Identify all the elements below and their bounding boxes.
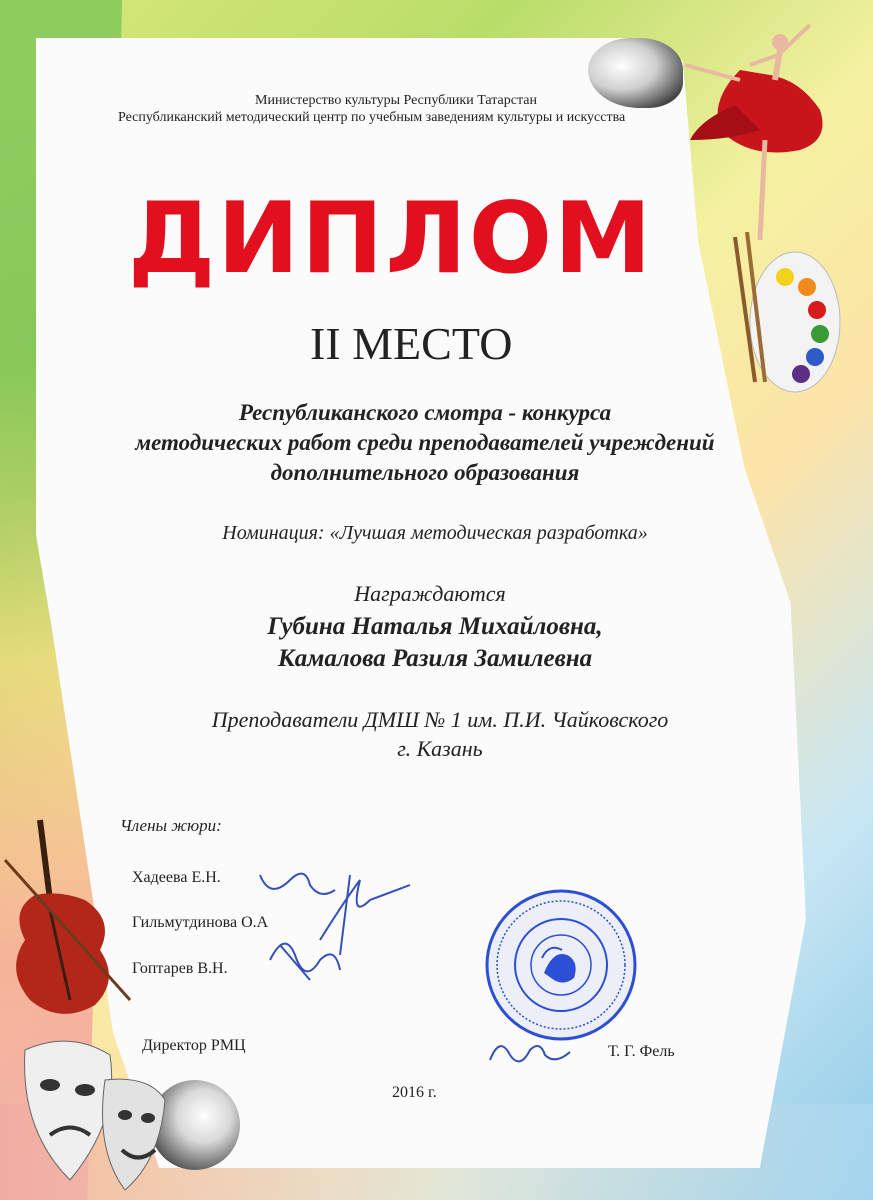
jury-member: Хадеева Е.Н.	[132, 869, 221, 886]
contest-line-1: Республиканского смотра - конкурса	[238, 400, 612, 425]
ballerina-image	[680, 10, 850, 250]
contest-line-2: методических работ среди преподавателей учреждений	[135, 430, 715, 455]
director-name: Т. Г. Фель	[608, 1043, 675, 1060]
awardee-name: Губина Наталья Михайловна,	[267, 613, 603, 640]
awardee-names	[120, 611, 750, 675]
jury-signatures	[250, 860, 420, 995]
jury-member: Гильмутдинова О.А	[132, 914, 269, 931]
diploma-title: ДИПЛОМ	[128, 182, 654, 296]
director-signature	[485, 1030, 575, 1075]
issue-year: 2016 г.	[392, 1084, 437, 1101]
jury-title: Члены жюри:	[120, 816, 222, 835]
official-seal	[484, 888, 638, 1042]
awardee-name: Камалова Разиля Замилевна	[277, 645, 593, 672]
teachers-city: г. Казань	[397, 736, 483, 761]
methodical-center-name: Республиканский методический центр по учебным заведениям культуры и искусства	[118, 110, 626, 125]
violin-image	[0, 800, 140, 1030]
contest-name	[80, 398, 770, 488]
director-label: Директор РМЦ	[142, 1037, 246, 1054]
teachers-school: Преподаватели ДМШ № 1 им. П.И. Чайковского	[211, 707, 669, 732]
contest-line-3: дополнительного образования	[270, 460, 580, 485]
ministry-name: Министерство культуры Республики Татарстан	[255, 93, 537, 108]
awarded-label: Награждаются	[354, 581, 506, 606]
nomination: Номинация: «Лучшая методическая разработка»	[222, 522, 648, 544]
place-award: II МЕСТО	[310, 318, 513, 369]
jury-member: Гоптарев В.Н.	[132, 960, 228, 977]
teachers-info	[100, 705, 780, 763]
paint-palette-image	[725, 232, 845, 402]
